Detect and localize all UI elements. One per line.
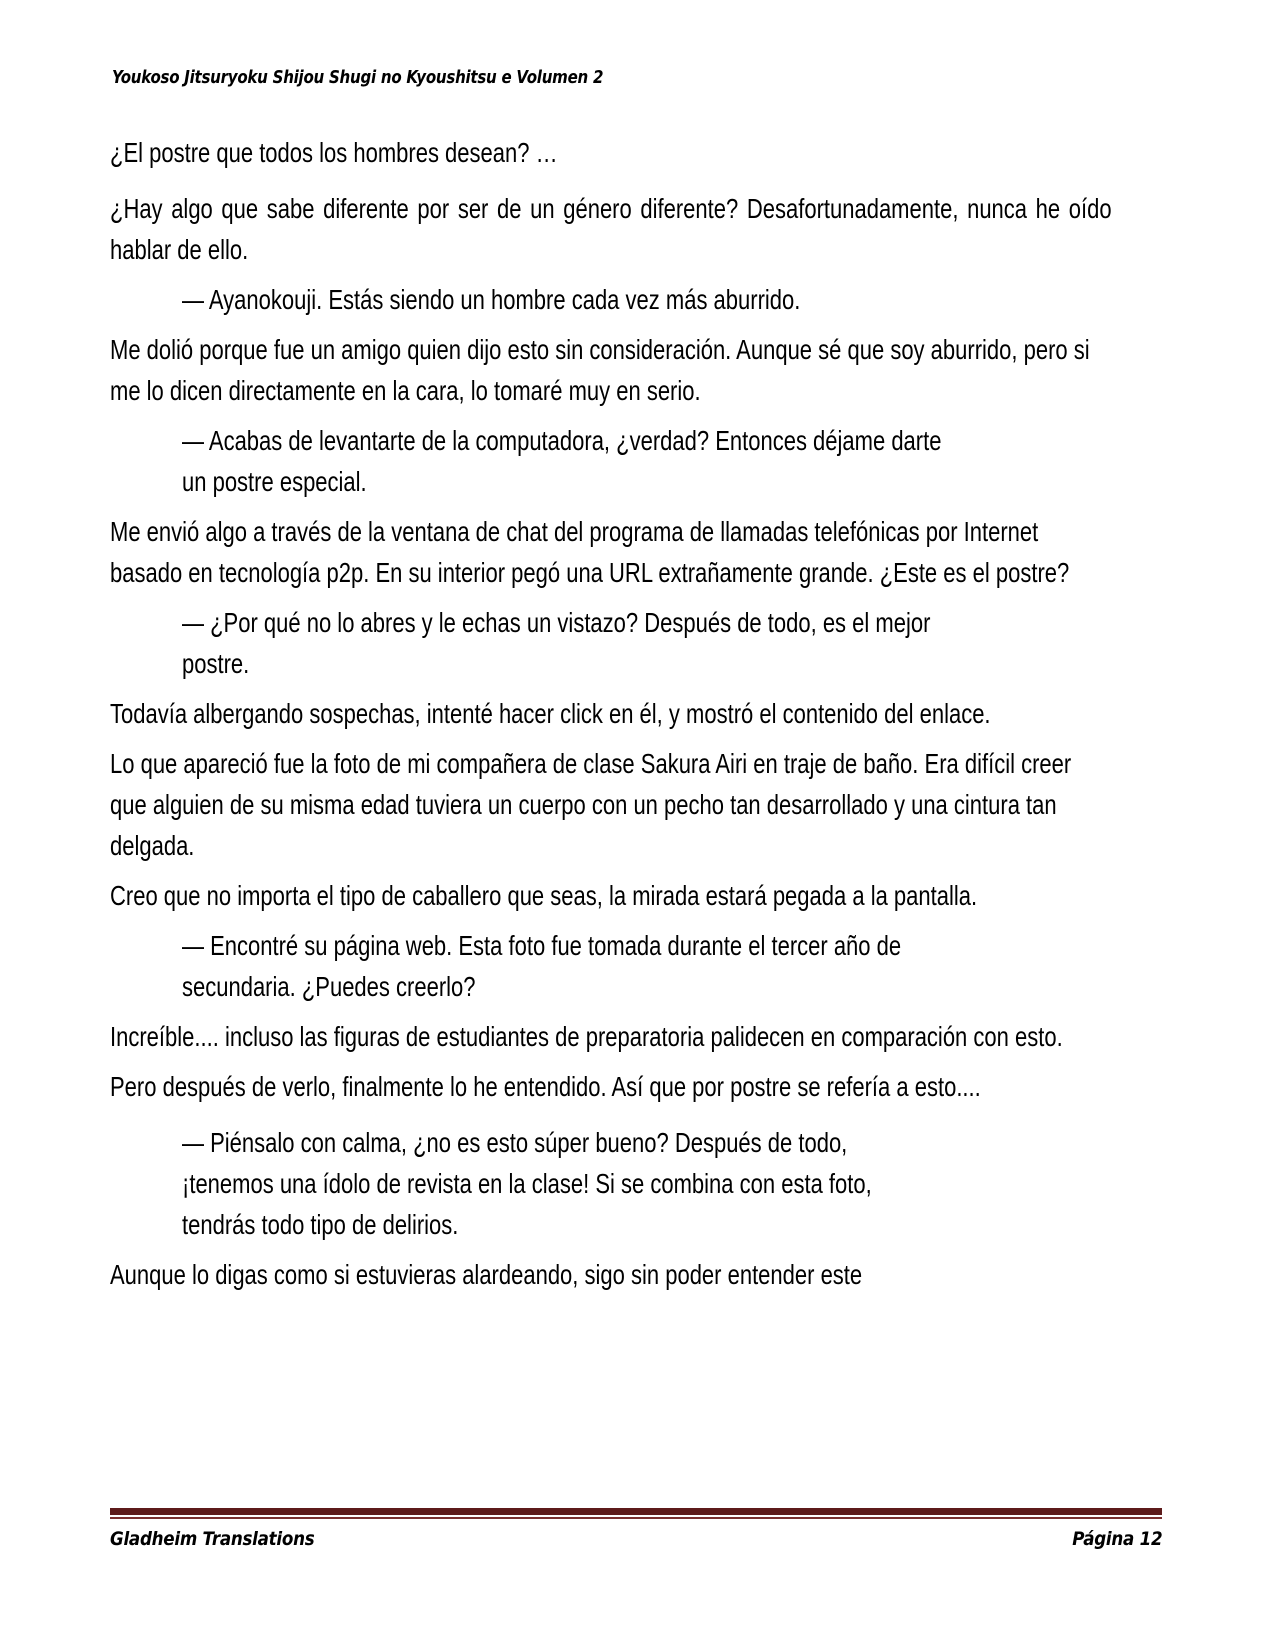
running-header-title: Youkoso Jitsuryoku Shijou Shugi no Kyoushitsu e Volumen 2 <box>112 68 604 88</box>
footer-divider-rule <box>110 1508 1162 1519</box>
footer-rule-thin <box>110 1517 1162 1519</box>
paragraph-4: Me envió algo a través de la ventana de chat del programa de llamadas telefónicas por Internet basado en tecnología p2p. En su interior pegó una URL extrañamente grande. ¿Este es el postre? <box>110 516 1070 588</box>
paragraph-spacer <box>110 734 1112 743</box>
paragraph-10: Aunque lo digas como si estuvieras alardeando, sigo sin poder entender este <box>110 1259 863 1290</box>
paragraph-6: Lo que apareció fue la foto de mi compañera de clase Sakura Airi en traje de baño. Era difícil creer que alguien de su misma edad tuviera un cuerpo con un pecho tan desarrollado y una cintura tan delgada. <box>110 748 1072 861</box>
paragraph-1: ¿El postre que todos los hombres desean? … <box>110 137 558 168</box>
paragraph-spacer <box>110 1245 1112 1254</box>
dialogue-text-line-3: tendrás todo tipo de delirios. <box>182 1209 459 1240</box>
dialogue-line-2 <box>110 420 1112 502</box>
dialogue-text-line-1: — Encontré su página web. Esta foto fue tomada durante el tercer año de <box>182 930 902 961</box>
paragraph-spacer <box>110 866 1112 875</box>
paragraph-spacer <box>110 593 1112 602</box>
body-text-column <box>110 132 1112 1295</box>
paragraph-2: ¿Hay algo que sabe diferente por ser de un género diferente? Desafortunadamente, nunca he oído hablar de ello. <box>110 193 1112 265</box>
dialogue-text-line-2: un postre especial. <box>182 466 367 497</box>
footer-page-number: Página 12 <box>1071 1528 1162 1550</box>
paragraph-spacer <box>110 684 1112 693</box>
paragraph-7: Creo que no importa el tipo de caballero que seas, la mirada estará pegada a la pantalla. <box>110 880 978 911</box>
dialogue-line-4 <box>110 925 1112 1007</box>
paragraph-spacer <box>110 173 1112 188</box>
footer-rule-thick <box>110 1508 1162 1515</box>
paragraph-5: Todavía albergando sospechas, intenté hacer click en él, y mostró el contenido del enlace. <box>110 698 991 729</box>
footer-translator-credit: Gladheim Translations <box>110 1528 315 1550</box>
paragraph-3: Me dolió porque fue un amigo quien dijo esto sin consideración. Aunque sé que soy aburrido, pero si me lo dicen directamente en la cara, lo tomaré muy en serio. <box>110 334 1090 406</box>
paragraph-spacer <box>110 411 1112 420</box>
dialogue-line-5 <box>110 1122 1112 1245</box>
dialogue-line-1 <box>110 279 1112 320</box>
paragraph-8: Increíble.... incluso las figuras de estudiantes de preparatoria palidecen en comparación con esto. <box>110 1021 1063 1052</box>
paragraph-spacer <box>110 916 1112 925</box>
paragraph-9: Pero después de verlo, finalmente lo he entendido. Así que por postre se refería a esto.... <box>110 1071 981 1102</box>
dialogue-text-line-1: — ¿Por qué no lo abres y le echas un vistazo? Después de todo, es el mejor <box>182 607 931 638</box>
dialogue-text-line-2: ¡tenemos una ídolo de revista en la clase! Si se combina con esta foto, <box>182 1168 872 1199</box>
paragraph-spacer <box>110 270 1112 279</box>
paragraph-spacer <box>110 502 1112 511</box>
paragraph-spacer <box>110 320 1112 329</box>
dialogue-text-line-1: — Piénsalo con calma, ¿no es esto súper bueno? Después de todo, <box>182 1127 848 1158</box>
paragraph-spacer <box>110 1057 1112 1066</box>
dialogue-line-3 <box>110 602 1112 684</box>
dialogue-text-line-1: — Acabas de levantarte de la computadora, ¿verdad? Entonces déjame darte <box>182 425 942 456</box>
paragraph-spacer <box>110 1007 1112 1016</box>
dialogue-text-line-2: secundaria. ¿Puedes creerlo? <box>182 971 476 1002</box>
dialogue-text: — Ayanokouji. Estás siendo un hombre cada vez más aburrido. <box>182 284 801 315</box>
dialogue-text-line-2: postre. <box>182 648 250 679</box>
paragraph-spacer <box>110 1107 1112 1122</box>
